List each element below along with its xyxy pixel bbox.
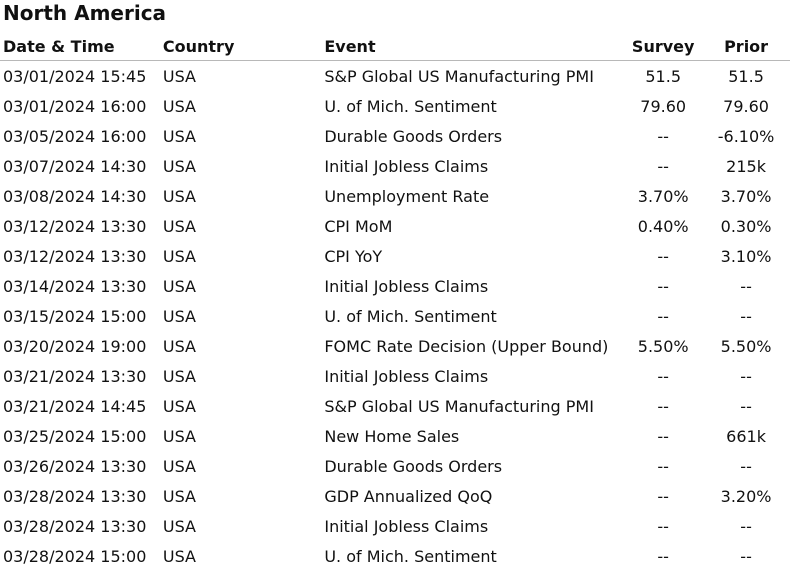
column-header-event: Event [324,32,624,61]
cell-country: USA [162,546,196,566]
cell-prior: 3.10% [720,246,772,266]
cell-prior: -6.10% [717,126,775,146]
cell-date: 03/14/2024 13:30 [3,276,147,296]
cell-date: 03/28/2024 15:00 [3,546,147,566]
cell-country: USA [162,246,196,266]
cell-country: USA [162,216,196,236]
cell-survey: 5.50% [637,336,689,356]
cell-survey: -- [657,456,669,476]
cell-prior: 3.20% [720,486,772,506]
cell-survey: -- [657,486,669,506]
cell-prior: -- [740,546,752,566]
cell-survey: -- [657,516,669,536]
table-row [0,121,790,151]
cell-country: USA [162,396,196,416]
table-row [0,211,790,241]
cell-prior: 51.5 [728,66,764,86]
cell-event: U. of Mich. Sentiment [324,306,497,326]
column-header-date: Date & Time [0,32,163,61]
cell-prior: 5.50% [720,336,772,356]
cell-event: Initial Jobless Claims [324,156,489,176]
cell-prior: 3.70% [720,186,772,206]
table-row [0,271,790,301]
table-row [0,301,790,331]
table-header-row [0,32,790,61]
cell-date: 03/26/2024 13:30 [3,456,147,476]
table-row [0,541,790,571]
cell-survey: 79.60 [640,96,687,116]
cell-event: FOMC Rate Decision (Upper Bound) [324,336,609,356]
table-row [0,331,790,361]
table-row [0,481,790,511]
cell-country: USA [162,306,196,326]
cell-survey: -- [657,366,669,386]
cell-date: 03/01/2024 16:00 [3,96,147,116]
cell-event: CPI YoY [324,246,383,266]
cell-date: 03/21/2024 14:45 [3,396,147,416]
cell-survey: -- [657,156,669,176]
cell-country: USA [162,186,196,206]
cell-survey: 3.70% [637,186,689,206]
cell-survey: 51.5 [645,66,681,86]
cell-prior: -- [740,456,752,476]
cell-country: USA [162,276,196,296]
page-title: North America [3,1,167,25]
table-row [0,391,790,421]
cell-prior: 79.60 [723,96,769,116]
cell-country: USA [162,66,196,86]
cell-date: 03/08/2024 14:30 [3,186,147,206]
table-row [0,421,790,451]
cell-event: Initial Jobless Claims [324,276,489,296]
cell-prior: -- [740,306,752,326]
cell-survey: -- [657,126,669,146]
cell-date: 03/15/2024 15:00 [3,306,147,326]
cell-date: 03/28/2024 13:30 [3,516,147,536]
column-header-survey: Survey [624,32,702,61]
table-row [0,361,790,391]
cell-prior: -- [740,276,752,296]
cell-country: USA [162,486,196,506]
cell-prior: 215k [726,156,766,176]
cell-event: GDP Annualized QoQ [324,486,493,506]
cell-event: New Home Sales [324,426,460,446]
column-header-prior: Prior [702,32,790,61]
cell-date: 03/20/2024 19:00 [3,336,147,356]
table-row [0,241,790,271]
cell-survey: -- [657,396,669,416]
table-row [0,181,790,211]
cell-survey: -- [657,246,669,266]
cell-survey: -- [657,306,669,326]
column-header-country: Country [163,32,324,61]
cell-survey: -- [657,276,669,296]
table-row [0,451,790,481]
cell-prior: -- [740,516,752,536]
economic-calendar-table [0,32,790,571]
cell-date: 03/25/2024 15:00 [3,426,147,446]
table-body [0,61,790,572]
cell-event: CPI MoM [324,216,393,236]
cell-event: U. of Mich. Sentiment [324,546,497,566]
cell-prior: -- [740,366,752,386]
cell-event: S&P Global US Manufacturing PMI [324,396,594,416]
cell-country: USA [162,126,196,146]
cell-country: USA [162,336,196,356]
cell-country: USA [162,96,196,116]
cell-survey: -- [657,426,669,446]
cell-survey: -- [657,546,669,566]
cell-prior: 661k [726,426,766,446]
cell-prior: 0.30% [720,216,772,236]
cell-date: 03/07/2024 14:30 [3,156,147,176]
cell-event: Durable Goods Orders [324,456,503,476]
table-row [0,61,790,92]
cell-event: S&P Global US Manufacturing PMI [324,66,594,86]
cell-survey: 0.40% [637,216,689,236]
cell-date: 03/12/2024 13:30 [3,216,147,236]
cell-country: USA [162,516,196,536]
cell-date: 03/12/2024 13:30 [3,246,147,266]
cell-date: 03/21/2024 13:30 [3,366,147,386]
cell-country: USA [162,456,196,476]
table-row [0,151,790,181]
cell-date: 03/05/2024 16:00 [3,126,147,146]
table-row [0,511,790,541]
table-row [0,91,790,121]
cell-event: Initial Jobless Claims [324,516,489,536]
cell-country: USA [162,426,196,446]
cell-event: U. of Mich. Sentiment [324,96,497,116]
cell-event: Initial Jobless Claims [324,366,489,386]
cell-prior: -- [740,396,752,416]
cell-event: Unemployment Rate [324,186,490,206]
cell-date: 03/01/2024 15:45 [3,66,147,86]
cell-country: USA [162,366,196,386]
cell-country: USA [162,156,196,176]
cell-event: Durable Goods Orders [324,126,503,146]
cell-date: 03/28/2024 13:30 [3,486,147,506]
